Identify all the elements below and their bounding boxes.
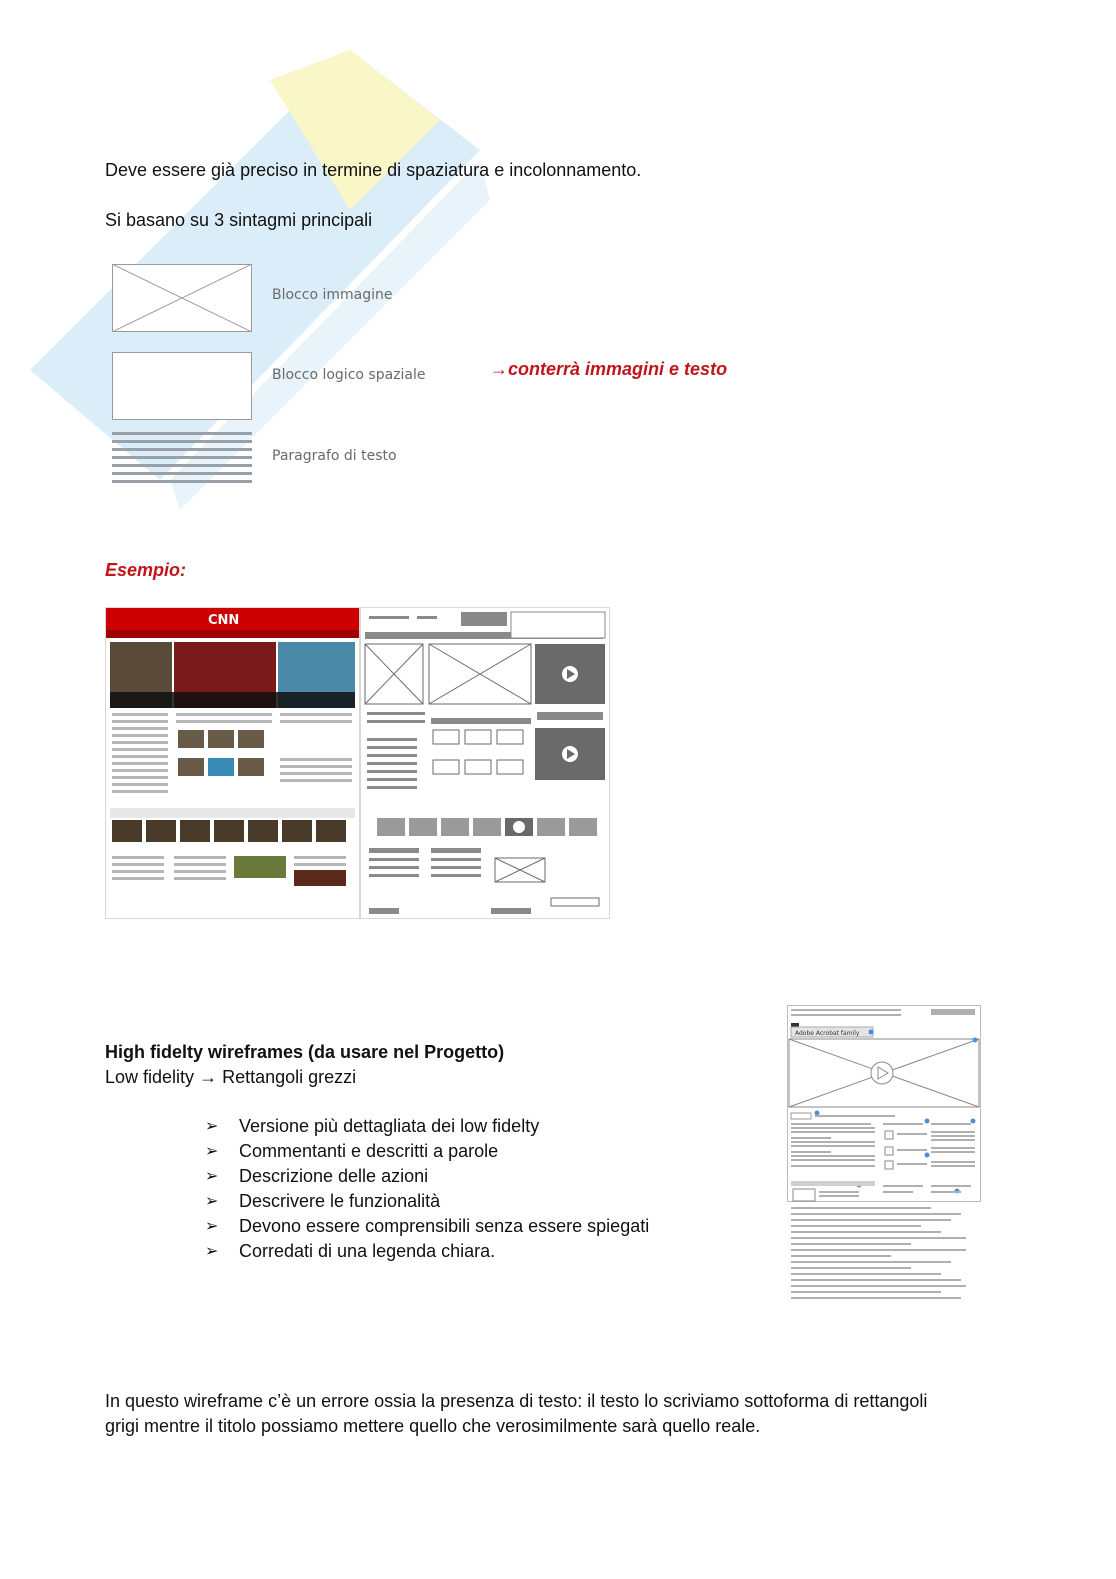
arrowhead-bullet-icon: ➢ <box>205 1218 219 1235</box>
closing-line-1: In questo wireframe c’è un errore ossia la presenza di testo: il testo lo scriviamo sottoforma di rettangoli <box>105 1391 928 1411</box>
arrowhead-bullet-icon: ➢ <box>205 1143 219 1160</box>
arrowhead-bullet-icon: ➢ <box>205 1168 219 1185</box>
intro-line-2: Si basano su 3 sintagmi principali <box>105 210 373 230</box>
list-item: ➢ Corredati di una legenda chiara. <box>205 1239 649 1264</box>
cnn-homepage-screenshot <box>105 607 360 919</box>
list-item: ➢ Descrizione delle azioni <box>205 1164 649 1189</box>
cnn-page-graphic <box>106 608 359 918</box>
list-item: ➢ Devono essere comprensibili senza essere spiegati <box>205 1214 649 1239</box>
intro-line-1: Deve essere già preciso in termine di spaziatura e incolonnamento. <box>105 160 642 180</box>
arrow-icon: → <box>490 359 508 379</box>
logical-block-label: Blocco logico spaziale <box>272 367 426 383</box>
low-fidelity-desc: Rettangoli grezzi <box>222 1067 357 1087</box>
arrowhead-bullet-icon: ➢ <box>205 1193 219 1210</box>
arrowhead-bullet-icon: ➢ <box>205 1118 219 1135</box>
list-item: ➢ Commentanti e descritti a parole <box>205 1139 649 1164</box>
high-fidelity-wireframe-thumbnail <box>787 1005 981 1301</box>
example-label: Esempio: <box>105 560 187 580</box>
image-block-icon <box>112 264 252 332</box>
high-fidelity-bullets <box>205 1114 649 1264</box>
image-block-label: Blocco immagine <box>272 287 393 303</box>
high-fidelity-heading: High fidelty wireframes (da usare nel Progetto) <box>105 1042 505 1062</box>
watermark-logo <box>20 40 490 520</box>
arrowhead-bullet-icon: ➢ <box>205 1243 219 1260</box>
arrow-icon: → <box>199 1067 218 1087</box>
text-paragraph-icon <box>112 432 252 488</box>
low-fidelity-label: Low fidelity <box>105 1067 195 1087</box>
cnn-logo: CNN <box>208 613 240 628</box>
text-paragraph-label: Paragrafo di testo <box>272 448 397 464</box>
thumbnail-title: Adobe Acrobat family <box>795 1030 860 1037</box>
hifi-wireframe-graphic <box>787 1005 981 1301</box>
block-note-text: conterrà immagini e testo <box>508 359 728 379</box>
block-note <box>490 359 727 380</box>
logical-block-icon <box>112 352 252 420</box>
low-fidelity-line <box>105 1065 356 1090</box>
closing-line-2: grigi mentre il titolo possiamo mettere quello che verosimilmente sarà quello reale. <box>105 1416 761 1436</box>
wireframe-graphic <box>361 608 609 918</box>
list-item: ➢ Versione più dettagliata dei low fidelty <box>205 1114 649 1139</box>
list-item: ➢ Descrivere le funzionalità <box>205 1189 649 1214</box>
cnn-wireframe-screenshot <box>360 607 610 919</box>
